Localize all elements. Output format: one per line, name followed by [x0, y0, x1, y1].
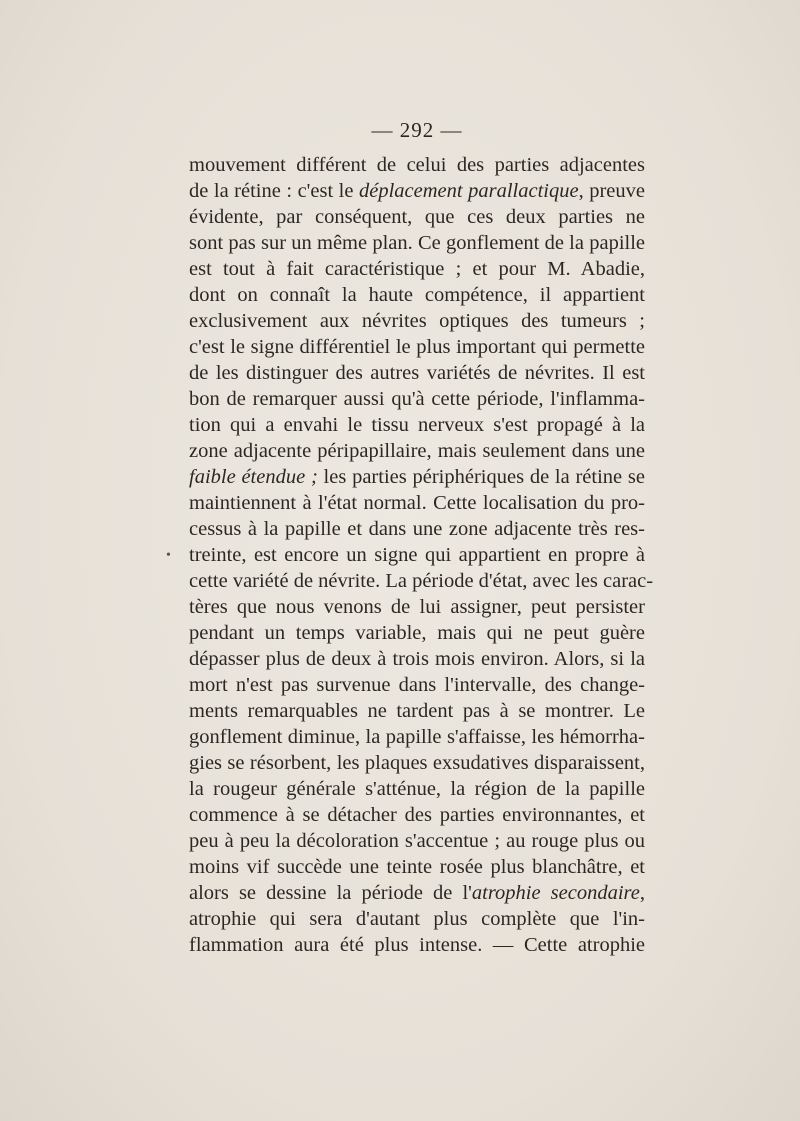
- text-line: c'est le signe différentiel le plus important qui permette: [189, 336, 645, 358]
- text-line: moins vif succède une teinte rosée plus blanchâtre, et: [189, 856, 645, 878]
- text-line: alors se dessine la période de l'atrophie secondaire,: [189, 882, 645, 904]
- text-line: treinte, est encore un signe qui appartient en propre à: [189, 544, 645, 566]
- text-line: évidente, par conséquent, que ces deux parties ne: [189, 206, 645, 228]
- text-line: gies se résorbent, les plaques exsudatives disparaissent,: [189, 752, 645, 774]
- text-line: sont pas sur un même plan. Ce gonflement de la papille: [189, 232, 645, 254]
- text-line: tères que nous venons de lui assigner, peut persister: [189, 596, 645, 618]
- text-line: cessus à la papille et dans une zone adjacente très res-: [189, 518, 645, 540]
- text-line: est tout à fait caractéristique ; et pour M. Abadie,: [189, 258, 645, 280]
- text-line: exclusivement aux névrites optiques des tumeurs ;: [189, 310, 645, 332]
- italic-text: faible étendue ;: [189, 466, 318, 488]
- text-line: atrophie qui sera d'autant plus complète que l'in-: [189, 908, 645, 930]
- text-line: faible étendue ; les parties périphériques de la rétine se: [189, 466, 645, 488]
- text-line: flammation aura été plus intense. — Cette atrophie: [189, 934, 645, 956]
- text-line: dont on connaît la haute compétence, il appartient: [189, 284, 645, 306]
- text-line: peu à peu la décoloration s'accentue ; au rouge plus ou: [189, 830, 645, 852]
- margin-dot: •: [166, 548, 171, 563]
- text-line: bon de remarquer aussi qu'à cette période, l'inflamma-: [189, 388, 645, 410]
- page-number: — 292 —: [371, 118, 463, 142]
- text-line: commence à se détacher des parties environnantes, et: [189, 804, 645, 826]
- body-text: [189, 152, 654, 958]
- text-line: pendant un temps variable, mais qui ne peut guère: [189, 622, 645, 644]
- italic-text: atrophie secondaire: [471, 882, 640, 904]
- text-line: mort n'est pas survenue dans l'intervalle, des change-: [189, 674, 645, 696]
- text-line: de la rétine : c'est le déplacement parallactique, preuve: [189, 180, 645, 202]
- text-line: de les distinguer des autres variétés de névrites. Il est: [189, 362, 645, 384]
- text-line: la rougeur générale s'atténue, la région de la papille: [189, 778, 645, 800]
- text-line: ments remarquables ne tardent pas à se montrer. Le: [189, 700, 645, 722]
- text-line: gonflement diminue, la papille s'affaisse, les hémorrha-: [189, 726, 645, 748]
- text-line: zone adjacente péripapillaire, mais seulement dans une: [189, 440, 645, 462]
- italic-text: déplacement parallactique: [358, 180, 579, 202]
- text-line: maintiennent à l'état normal. Cette localisation du pro-: [189, 492, 645, 514]
- text-line: tion qui a envahi le tissu nerveux s'est propagé à la: [189, 414, 645, 436]
- text-line: cette variété de névrite. La période d'état, avec les carac-: [189, 570, 654, 592]
- text-line: dépasser plus de deux à trois mois environ. Alors, si la: [189, 648, 645, 670]
- text-line: mouvement différent de celui des parties adjacentes: [189, 154, 645, 176]
